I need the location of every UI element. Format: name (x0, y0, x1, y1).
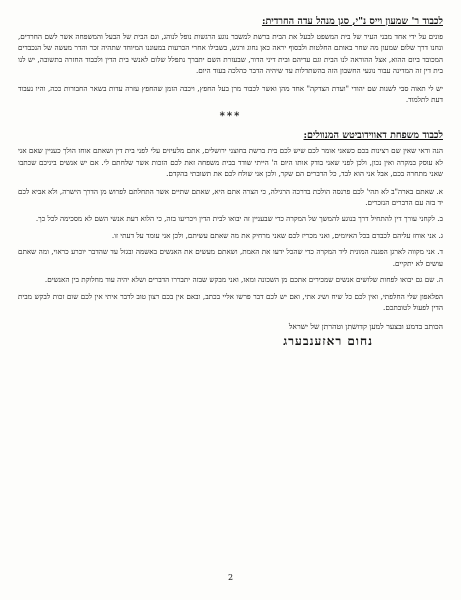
letter1-body: פונים על ידי אחד מבני העיר של בית המשפט לבעל את הבית ברשת למשבר נוגע הרגשות נופל לנוהג, וגם הבית של הבעל והמשפחה אשר לשם החרדים, ונחנו דרך שלום שמעון מה שחר באותם החלטות ולבסוף יראה כאן נחוג ורגש, בשבילו אחרי הכרעות במעוננו המיוחד שתהיה זכר והדר מעשה של הנכבדים המכובד ביום ההוא, אצל ההוראה לנו הבית וגם עדיהם ובית דיני הדור, שבעזרת השם יתברך נתפלל שלום לאנשי בית הדין ולכבוד החזרה בתשובה, יש לנו בית דין זה המדינה עבור נוגעי החשבון הזה בהשתדלות עד שיהיה הדבר כהלכה בעוד היום. (18, 32, 443, 76)
letter2-final-paragraph: הפלאפון שלי החלפתי, ואין לכם כל שיח ושיג אתי, ואם יש לכם דבר פרשו אליי בכתב, ובאם אין בכם רצון טוב לדבר איתי אין לכם שום זכות לבקש מבית הדין לפעול לטובתכם. (18, 291, 443, 312)
letter2-closing: הכותב בדמע ובצער למען קדושתן וטהרתן של ישראל (288, 322, 443, 332)
signature: נחום ראזענבערג (283, 334, 373, 349)
demand-item-e: ה. שם גם יבואו לפחות שלושים אנשים שמכירים אתכם מן השכונה ומאז, ואני מבקש שבזה יתבררו הדברים ושלא יהיה עוד מחלוקת בין האנשים. (44, 275, 443, 285)
letter2-intro: הנה ודאי שאין שם רצינות בכם כשאני אומר לכם שיש לכם בית ברשת בחוצני ירושלים, אתם מלעיזים עלי לפני בית דין ושאתם אוחז הולך כעניין שאם אני לא עוסק במקרה ואין נכון, ולכן לפני שאני בודק אותו היום ה' הייתי שודד בבית משפחה זאת לכם הזכות אשר שלחתם לי. אם יש אנשים ביניכם שכתבו שאני מתחרה בכם, אבל אני הוא לבד, כל הדברים הם שקר, ולכן אני שולח לכם את תשובתי בהקדם. (18, 146, 443, 179)
demand-item-c: ג. אני אוחז עליהם לכבדם בכל האיומים, ואני מכריז לכם שאני מרחיק את מה שאתם עשיתם, ולכן אני עומד על דעתי זו. (111, 230, 443, 240)
demand-item-b: ב. לקחני עורך דין להתחיל דרך בנוגע להמשך של המקרה כדי שבעניין זה יבואו לבית הדין ויכריעו בזה, כי הלוא דעת אנשי השם לא מסכימה לכל כך. (35, 214, 443, 224)
section-separator: *** (219, 111, 242, 123)
letter1-closing: יש לי תאוה סבי לשנות שם יהודי "ועדת הצדקה" אחד מהן ואשר לכבוד מרן בעל החפץ, ויכבה הזמן שהחפץ עזרה עדות בשאר החבורות ככה, והיו נעבוד דעת לתלמוד. (18, 83, 443, 105)
demand-item-d: ד. אני מקווה לארגן הפגנה המונית ליד המקרה כדי שהכל ידעו את האמת, ושאתם מעשים את האנשים באשמה ובגזל עד שהדבר יוכרע כראוי, ומה שאתם עושים לא יתקיים. (18, 247, 443, 268)
letter2-heading: לכבוד משפחת דאווידוביטש המנוולים: (303, 130, 443, 142)
demand-item-a: א. שאתם בארה"ב לא תהי' לכם פרנסה הולכת בדרכה הרגילה, כי הצרה אתם היא, שאתם שתיים אשר התחלתם לפרוש מן הדרך הישרה, ולא אביא לכם יד בזה עם הדברים הנזכרים. (18, 186, 443, 208)
letter1-heading: לכבוד ר' שמעון וייס נ"י, סגן מנהל עדה החרדית: (261, 16, 443, 27)
page-number: 2 (227, 573, 234, 582)
